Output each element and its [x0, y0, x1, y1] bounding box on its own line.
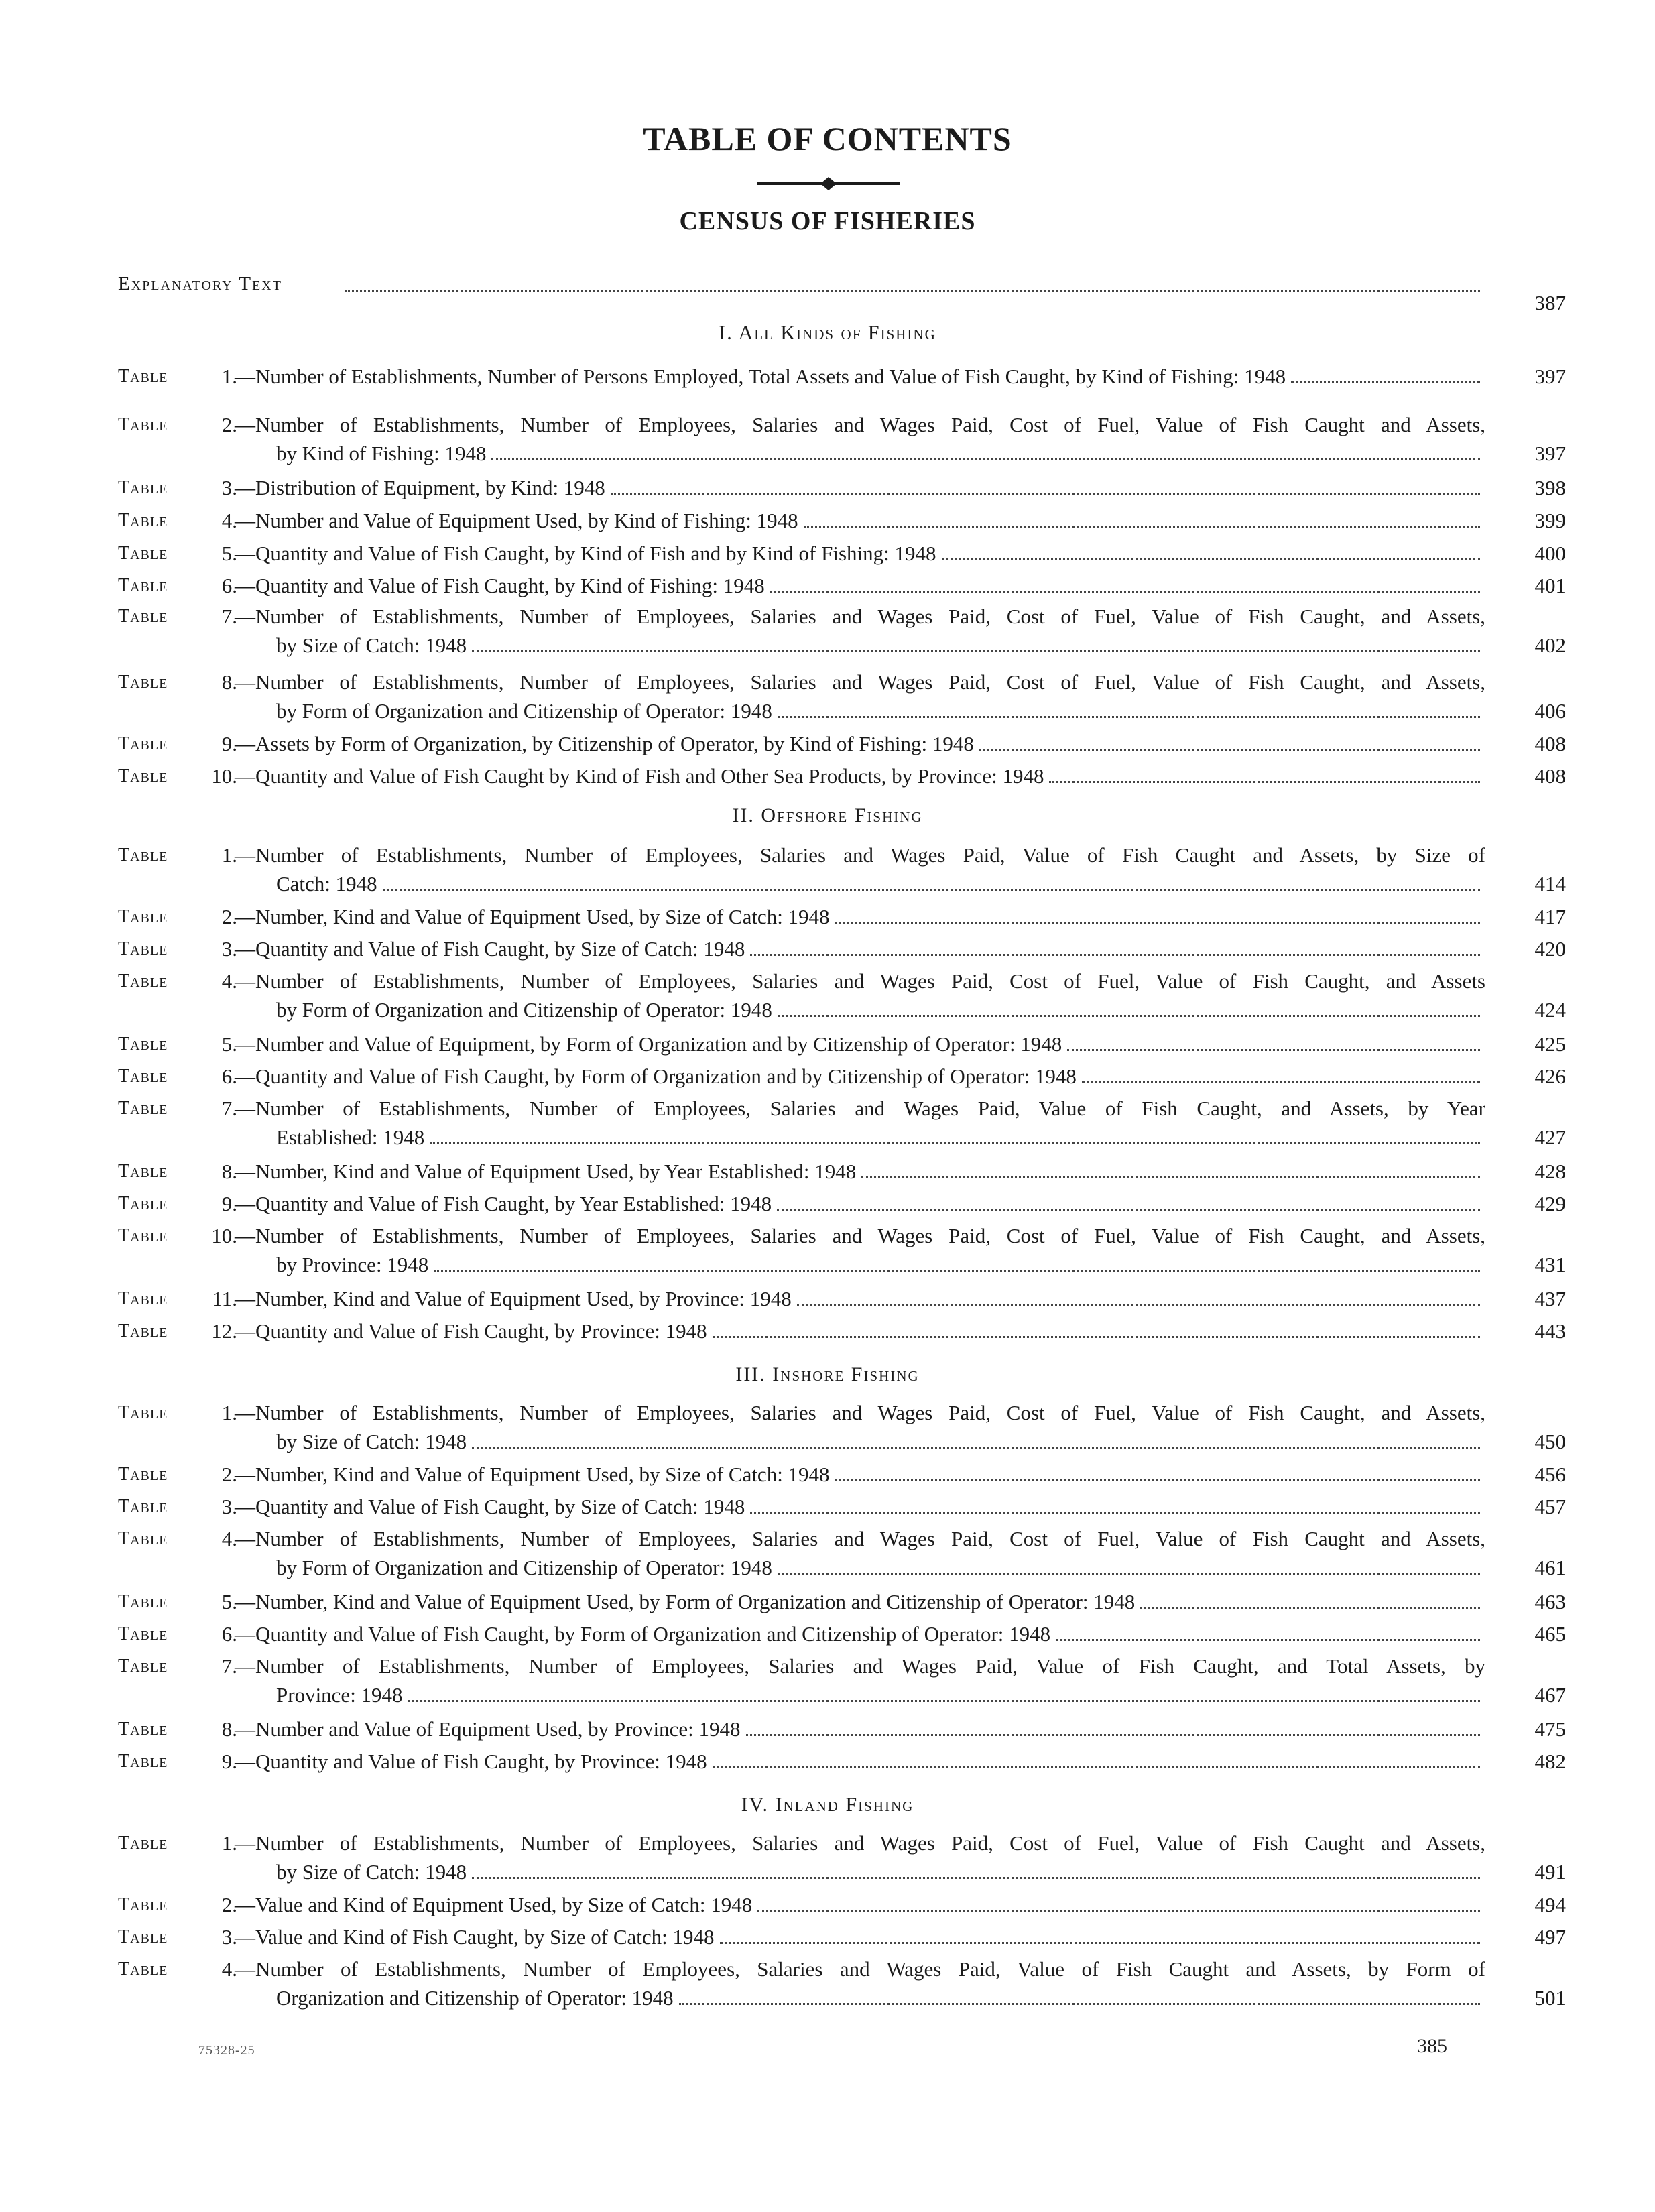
- table-label: Table: [118, 733, 168, 754]
- table-number: 6.: [221, 1622, 237, 1646]
- entry-title-line: [235, 1284, 1485, 1313]
- dot-leader: [345, 290, 1480, 292]
- table-number: 2.: [221, 1463, 237, 1486]
- entry-title-text: —Number and Value of Equipment Used, by Province: 1948: [235, 1717, 741, 1741]
- table-number: 2.: [221, 905, 237, 928]
- entry-title-line: [276, 1427, 1485, 1456]
- entry-title-text: —Assets by Form of Organization, by Citizenship of Operator, by Kind of Fishing: 1948: [235, 732, 974, 755]
- page-number: 408: [1534, 764, 1566, 788]
- entry-title-line: [235, 1492, 1485, 1521]
- page-number: 428: [1534, 1160, 1566, 1183]
- entry-title-line: [235, 729, 1485, 758]
- entry-title-text: —Number, Kind and Value of Equipment Used, by Year Established: 1948: [235, 1160, 857, 1183]
- page-subtitle: CENSUS OF FISHERIES: [679, 207, 976, 235]
- entry-title-line: [276, 1983, 1485, 2012]
- page-number: 491: [1534, 1860, 1566, 1884]
- entry-title-line: [235, 761, 1485, 790]
- table-label: Table: [118, 971, 168, 991]
- entry-title-text: —Value and Kind of Equipment Used, by Size of Catch: 1948: [235, 1893, 753, 1916]
- entry-title-line: —Number of Establishments, Number of Employees, Salaries and Wages Paid, Value of Fish Caught, and Assets, by Year: [235, 1097, 1485, 1120]
- table-number: 4.: [221, 969, 237, 993]
- dot-leader: [434, 1270, 1480, 1272]
- entry-title-line: —Number of Establishments, Number of Employees, Salaries and Wages Paid, Cost of Fuel, Value of Fish Caught, and Assets: [235, 969, 1485, 993]
- page-number: 465: [1534, 1622, 1566, 1646]
- page-title: TABLE OF CONTENTS: [643, 120, 1012, 158]
- dot-leader: [383, 889, 1480, 891]
- entry-title: [235, 1157, 1485, 1186]
- entry-title-text: —Number, Kind and Value of Equipment Used, by Size of Catch: 1948: [235, 1463, 830, 1486]
- dot-leader: [746, 1734, 1481, 1736]
- entry-title: [235, 1829, 1485, 1886]
- entry-title-text: by Size of Catch: 1948: [276, 1430, 467, 1453]
- table-label: Table: [118, 906, 168, 927]
- table-number: 8.: [221, 1717, 237, 1741]
- dot-leader: [757, 1910, 1480, 1912]
- dot-leader: [430, 1142, 1480, 1144]
- table-number: 10.: [211, 1224, 237, 1247]
- dot-leader: [472, 1877, 1480, 1879]
- entry-title-text: —Number, Kind and Value of Equipment Used, by Province: 1948: [235, 1287, 792, 1310]
- entry-title-text: —Value and Kind of Fish Caught, by Size of Catch: 1948: [235, 1925, 715, 1949]
- entry-title: [235, 1284, 1485, 1313]
- dot-leader: [778, 716, 1480, 718]
- dot-leader: [979, 749, 1480, 751]
- entry-title-text: by Province: 1948: [276, 1253, 429, 1276]
- entry-title-text: by Kind of Fishing: 1948: [276, 442, 487, 465]
- entry-title-line: [276, 1680, 1485, 1709]
- entry-title-text: Catch: 1948: [276, 872, 377, 896]
- entry-title-line: [235, 1316, 1485, 1345]
- entry-title-text: by Size of Catch: 1948: [276, 1860, 467, 1884]
- entry-title: [235, 1955, 1485, 2012]
- page-number: 431: [1534, 1253, 1566, 1276]
- entry-title-line: [235, 1587, 1485, 1616]
- dot-leader: [835, 922, 1480, 924]
- table-number: 3.: [221, 476, 237, 499]
- entry-title: [235, 539, 1485, 568]
- dot-leader: [720, 1942, 1481, 1944]
- entry-title: [235, 902, 1485, 931]
- table-number: 4.: [221, 509, 237, 532]
- entry-title: [235, 1062, 1485, 1091]
- table-label: Table: [118, 1066, 168, 1087]
- table-label: Table: [118, 1402, 168, 1423]
- entry-title-text: by Form of Organization and Citizenship of Operator: 1948: [276, 998, 772, 1022]
- entry-title: [235, 1587, 1485, 1616]
- table-label: Table: [118, 1464, 168, 1485]
- table-number: 11.: [212, 1287, 237, 1310]
- page-number: 420: [1534, 937, 1566, 961]
- entry-title: [235, 1189, 1485, 1218]
- entry-title-text: —Quantity and Value of Fish Caught, by Province: 1948: [235, 1749, 707, 1773]
- page-number: 397: [1534, 365, 1566, 388]
- page-number: 443: [1534, 1319, 1566, 1343]
- dot-leader: [1056, 1639, 1480, 1641]
- footer-page-number: 385: [1417, 2035, 1447, 2057]
- dot-leader: [679, 2003, 1480, 2005]
- table-label: Table: [118, 765, 168, 786]
- entry-title: [235, 668, 1485, 725]
- entry-title: [235, 729, 1485, 758]
- entry-title-line: [235, 1747, 1485, 1776]
- table-label: Table: [118, 1656, 168, 1676]
- entry-title-line: [235, 1619, 1485, 1648]
- entry-title-line: [276, 439, 1485, 468]
- page-number: 456: [1534, 1463, 1566, 1486]
- dot-leader: [713, 1336, 1480, 1338]
- page-number: 425: [1534, 1032, 1566, 1056]
- entry-title: [235, 362, 1485, 391]
- table-number: 6.: [221, 1064, 237, 1088]
- table-label: Table: [118, 414, 168, 435]
- page-number: 457: [1534, 1495, 1566, 1518]
- entry-title-line: —Number of Establishments, Number of Employees, Salaries and Wages Paid, Cost of Fuel, Value of Fish Caught, and Assets,: [235, 605, 1485, 628]
- table-label: Table: [118, 366, 168, 387]
- table-label: Table: [118, 938, 168, 959]
- dot-leader: [942, 558, 1480, 560]
- page-number: 387: [1534, 291, 1566, 314]
- page-number: 450: [1534, 1430, 1566, 1453]
- dot-leader: [778, 1573, 1480, 1575]
- entry-title-text: —Quantity and Value of Fish Caught, by Year Established: 1948: [235, 1192, 772, 1215]
- dot-leader: [835, 1479, 1480, 1481]
- table-number: 7.: [221, 1097, 237, 1120]
- table-number: 3.: [221, 1925, 237, 1949]
- page-number: 424: [1534, 998, 1566, 1022]
- entry-title-line: —Number of Establishments, Number of Employees, Salaries and Wages Paid, Cost of Fuel, Value of Fish Caught, and Assets,: [235, 1224, 1485, 1247]
- table-number: 2.: [221, 413, 237, 436]
- entry-title: [235, 761, 1485, 790]
- page-number: 497: [1534, 1925, 1566, 1949]
- table-label: Table: [118, 1496, 168, 1517]
- entry-title-line: [235, 506, 1485, 535]
- page-number: 427: [1534, 1125, 1566, 1149]
- table-number: 9.: [221, 1192, 237, 1215]
- table-label: Table: [118, 1926, 168, 1947]
- entry-title: [235, 1460, 1485, 1489]
- table-number: 7.: [221, 605, 237, 628]
- dot-leader: [713, 1766, 1480, 1768]
- entry-title: [235, 1221, 1485, 1279]
- entry-title-line: [276, 1123, 1485, 1152]
- entry-title: [235, 1652, 1485, 1709]
- entry-title-line: [276, 869, 1485, 898]
- entry-title-line: [235, 1715, 1485, 1743]
- entry-title-line: —Number of Establishments, Number of Employees, Salaries and Wages Paid, Cost of Fuel, Value of Fish Caught and Assets,: [235, 1831, 1485, 1855]
- table-label: Table: [118, 1288, 168, 1309]
- section-heading: I. All Kinds of Fishing: [719, 322, 936, 344]
- entry-title-text: —Distribution of Equipment, by Kind: 1948: [235, 476, 605, 499]
- entry-title: [235, 1524, 1485, 1582]
- dot-leader: [472, 1447, 1480, 1449]
- entry-title-line: [276, 1857, 1485, 1886]
- entry-title: [235, 1619, 1485, 1648]
- entry-title-line: —Number of Establishments, Number of Employees, Salaries and Wages Paid, Cost of Fuel, Value of Fish Caught, and Assets,: [235, 1401, 1485, 1424]
- entry-title: [235, 1747, 1485, 1776]
- section-heading: II. Offshore Fishing: [732, 804, 923, 826]
- table-label: Table: [118, 477, 168, 498]
- entry-title-line: [235, 1189, 1485, 1218]
- entry-title-text: —Quantity and Value of Fish Caught, by Size of Catch: 1948: [235, 937, 745, 961]
- table-label: Table: [118, 1098, 168, 1119]
- table-label: Table: [118, 606, 168, 627]
- entry-title-line: [235, 362, 1485, 391]
- entry-title: [235, 1398, 1485, 1456]
- dot-leader: [778, 1015, 1480, 1017]
- page-number: 461: [1534, 1556, 1566, 1579]
- entry-title-line: [276, 1553, 1485, 1582]
- dot-leader: [1049, 781, 1480, 783]
- entry-title: [235, 1094, 1485, 1152]
- section-heading: III. Inshore Fishing: [735, 1363, 920, 1386]
- page-number: 417: [1534, 905, 1566, 928]
- dot-leader: [777, 1209, 1480, 1211]
- dot-leader: [1082, 1081, 1480, 1083]
- table-label: Table: [118, 845, 168, 865]
- entry-title: [235, 1890, 1485, 1919]
- entry-title-line: —Number of Establishments, Number of Employees, Salaries and Wages Paid, Value of Fish Caught, and Total Assets, by: [235, 1654, 1485, 1678]
- entry-title: [235, 1316, 1485, 1345]
- page-number: 399: [1534, 509, 1566, 532]
- entry-title-text: —Quantity and Value of Fish Caught, by Size of Catch: 1948: [235, 1495, 745, 1518]
- entry-title: [235, 506, 1485, 535]
- dot-leader: [750, 954, 1480, 956]
- table-label: Table: [118, 1225, 168, 1246]
- entry-title-line: —Number of Establishments, Number of Employees, Salaries and Wages Paid, Cost of Fuel, Value of Fish Caught, and Assets,: [235, 670, 1485, 694]
- section-heading: IV. Inland Fishing: [741, 1794, 914, 1816]
- table-number: 1.: [221, 843, 237, 867]
- table-label: Table: [118, 510, 168, 531]
- entry-title-text: —Quantity and Value of Fish Caught, by Form of Organization and Citizenship of Operator: 1948: [235, 1622, 1051, 1646]
- dot-leader: [861, 1176, 1480, 1178]
- table-label: Table: [118, 575, 168, 596]
- entry-title-line: [276, 1250, 1485, 1279]
- entry-title-line: —Number of Establishments, Number of Employees, Salaries and Wages Paid, Value of Fish Caught and Assets, by Form of: [235, 1957, 1485, 1981]
- table-label: Table: [118, 1161, 168, 1182]
- entry-title: [235, 410, 1485, 468]
- table-label: Table: [118, 1193, 168, 1214]
- entry-title-line: [276, 995, 1485, 1024]
- entry-title-text: —Number, Kind and Value of Equipment Used, by Form of Organization and Citizenship of Operator: 1948: [235, 1590, 1136, 1613]
- page-number: 400: [1534, 542, 1566, 565]
- page-number: 397: [1534, 442, 1566, 465]
- page-number: 429: [1534, 1192, 1566, 1215]
- entry-title-line: —Number of Establishments, Number of Employees, Salaries and Wages Paid, Cost of Fuel, Value of Fish Caught and Assets,: [235, 1527, 1485, 1550]
- entry-title-line: [235, 1030, 1485, 1058]
- entry-title: [235, 1922, 1485, 1951]
- entry-title: [235, 1030, 1485, 1058]
- table-number: 10.: [211, 764, 237, 788]
- page-number: 475: [1534, 1717, 1566, 1741]
- entry-title-line: [276, 696, 1485, 725]
- entry-title: [235, 841, 1485, 898]
- entry-title-text: Province: 1948: [276, 1683, 403, 1707]
- table-label: Table: [118, 1894, 168, 1915]
- entry-title-text: —Quantity and Value of Fish Caught, by Kind of Fish and by Kind of Fishing: 1948: [235, 542, 936, 565]
- page-number: 467: [1534, 1683, 1566, 1707]
- dot-leader: [797, 1304, 1480, 1306]
- table-label: Table: [118, 1320, 168, 1341]
- entry-title-text: by Form of Organization and Citizenship of Operator: 1948: [276, 699, 772, 723]
- explanatory-text-label: Explanatory Text: [118, 273, 282, 294]
- entry-title-text: —Quantity and Value of Fish Caught, by Form of Organization and by Citizenship of Operator: 1948: [235, 1064, 1077, 1088]
- table-number: 5.: [221, 1032, 237, 1056]
- table-label: Table: [118, 672, 168, 692]
- entry-title-text: —Number of Establishments, Number of Persons Employed, Total Assets and Value of Fish Caught, by Kind of Fishing: 1948: [235, 365, 1286, 388]
- page-number: 406: [1534, 699, 1566, 723]
- dot-leader: [611, 493, 1480, 495]
- entry-title-text: —Quantity and Value of Fish Caught, by Kind of Fishing: 1948: [235, 574, 765, 597]
- table-number: 3.: [221, 1495, 237, 1518]
- entry-title-line: [235, 1922, 1485, 1951]
- table-label: Table: [118, 1833, 168, 1853]
- table-number: 9.: [221, 1749, 237, 1773]
- dot-leader: [491, 458, 1480, 460]
- entry-title-line: [235, 571, 1485, 600]
- entry-title-line: [235, 473, 1485, 502]
- table-label: Table: [118, 1959, 168, 1979]
- table-number: 9.: [221, 732, 237, 755]
- entry-title-line: —Number of Establishments, Number of Employees, Salaries and Wages Paid, Cost of Fuel, Value of Fish Caught and Assets,: [235, 413, 1485, 436]
- entry-title-line: [235, 1890, 1485, 1919]
- entry-title-text: Organization and Citizenship of Operator: 1948: [276, 1986, 674, 2010]
- table-number: 1.: [221, 1401, 237, 1424]
- table-number: 4.: [221, 1527, 237, 1550]
- table-number: 2.: [221, 1893, 237, 1916]
- entry-title: [235, 967, 1485, 1024]
- table-number: 4.: [221, 1957, 237, 1981]
- entry-title-text: —Number and Value of Equipment, by Form of Organization and by Citizenship of Operator: 1948: [235, 1032, 1062, 1056]
- title-ornament: [757, 176, 900, 192]
- entry-title-line: [235, 934, 1485, 963]
- dot-leader: [1067, 1049, 1480, 1051]
- table-label: Table: [118, 543, 168, 564]
- entry-title: [235, 473, 1485, 502]
- entry-title-text: —Quantity and Value of Fish Caught, by Province: 1948: [235, 1319, 707, 1343]
- table-label: Table: [118, 1751, 168, 1772]
- table-label: Table: [118, 1623, 168, 1644]
- entry-title-line: —Number of Establishments, Number of Employees, Salaries and Wages Paid, Value of Fish Caught and Assets, by Size of: [235, 843, 1485, 867]
- table-number: 8.: [221, 670, 237, 694]
- dot-leader: [408, 1700, 1480, 1702]
- entry-title-text: —Quantity and Value of Fish Caught by Kind of Fish and Other Sea Products, by Province: 1948: [235, 764, 1044, 788]
- page-number: 482: [1534, 1749, 1566, 1773]
- entry-title-line: [276, 631, 1485, 660]
- table-number: 7.: [221, 1654, 237, 1678]
- table-number: 6.: [221, 574, 237, 597]
- dot-leader: [1140, 1607, 1480, 1609]
- page-number: 501: [1534, 1986, 1566, 2010]
- table-number: 5.: [221, 1590, 237, 1613]
- dot-leader: [804, 526, 1480, 528]
- page-number: 402: [1534, 633, 1566, 657]
- entry-title-text: by Size of Catch: 1948: [276, 633, 467, 657]
- page-number: 398: [1534, 476, 1566, 499]
- entry-title: [235, 934, 1485, 963]
- dot-leader: [1291, 381, 1480, 383]
- page-number: 463: [1534, 1590, 1566, 1613]
- page-number: 408: [1534, 732, 1566, 755]
- page-number: 494: [1534, 1893, 1566, 1916]
- entry-title: [235, 1715, 1485, 1743]
- entry-title: [235, 571, 1485, 600]
- entry-title-text: —Number, Kind and Value of Equipment Used, by Size of Catch: 1948: [235, 905, 830, 928]
- entry-title-text: —Number and Value of Equipment Used, by Kind of Fishing: 1948: [235, 509, 798, 532]
- entry-title-line: [235, 1157, 1485, 1186]
- page-number: 426: [1534, 1064, 1566, 1088]
- dot-leader: [770, 591, 1480, 593]
- footer-code: 75328-25: [198, 2043, 255, 2058]
- table-label: Table: [118, 1528, 168, 1549]
- table-number: 1.: [221, 365, 237, 388]
- table-number: 3.: [221, 937, 237, 961]
- table-number: 1.: [221, 1831, 237, 1855]
- table-number: 8.: [221, 1160, 237, 1183]
- table-number: 5.: [221, 542, 237, 565]
- entry-title-line: [235, 539, 1485, 568]
- dot-leader: [472, 650, 1480, 652]
- entry-title: [235, 602, 1485, 660]
- table-label: Table: [118, 1591, 168, 1612]
- table-number: 12.: [211, 1319, 237, 1343]
- table-label: Table: [118, 1034, 168, 1054]
- page-number: 437: [1534, 1287, 1566, 1310]
- page-number: 414: [1534, 872, 1566, 896]
- entry-title-text: Established: 1948: [276, 1125, 425, 1149]
- entry-title-line: [235, 1062, 1485, 1091]
- entry-title-line: [235, 1460, 1485, 1489]
- entry-title-text: by Form of Organization and Citizenship of Operator: 1948: [276, 1556, 772, 1579]
- page-number: 401: [1534, 574, 1566, 597]
- entry-title: [235, 1492, 1485, 1521]
- table-label: Table: [118, 1719, 168, 1739]
- dot-leader: [750, 1512, 1480, 1514]
- entry-title-line: [235, 902, 1485, 931]
